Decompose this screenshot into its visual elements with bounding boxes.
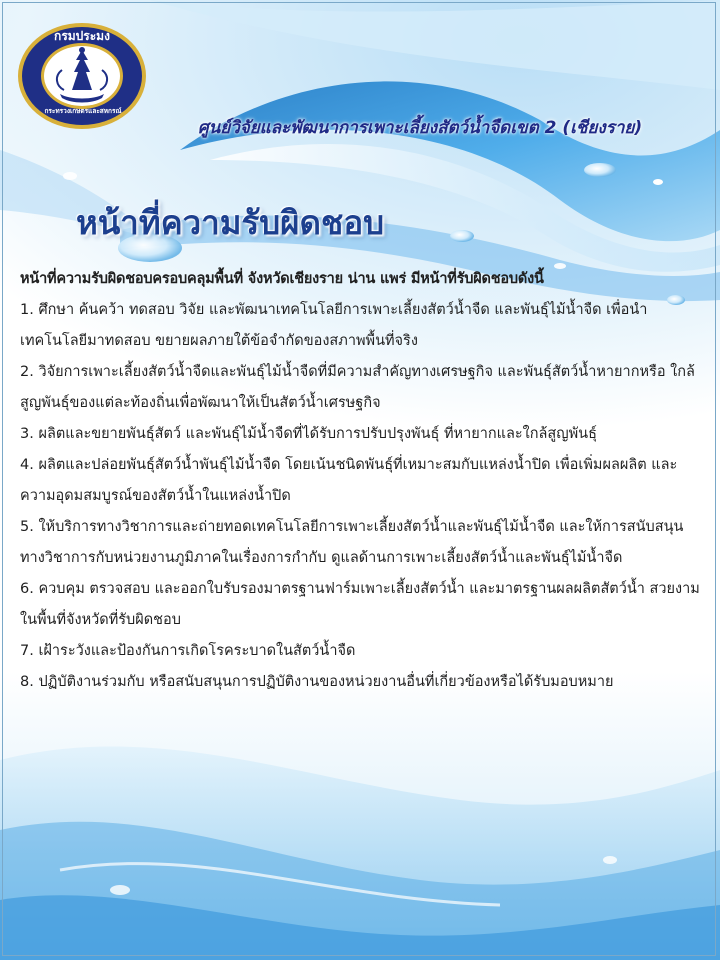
page-title: หน้าที่ความรับผิดชอบ [76, 203, 385, 242]
duty-item: 1. ศึกษา ค้นคว้า ทดสอบ วิจัย และพัฒนาเทคโนโลยีการเพาะเลี้ยงสัตว์น้ำจืด และพันธุ์ไม้น้ำจืด เพื่อนำเทคโนโลยีมาทดสอบ ขยายผลภายใต้ข้อจำกัดของสภาพพื้นที่จริง [20, 302, 648, 349]
research-center-name: ศูนย์วิจัยและพัฒนาการเพาะเลี้ยงสัตว์น้ำจืดเขต 2 (เชียงราย) [197, 118, 643, 138]
responsibilities-content [20, 264, 704, 698]
duty-item: 5. ให้บริการทางวิชาการและถ่ายทอดเทคโนโลยีการเพาะเลี้ยงสัตว์น้ำและพันธุ์ไม้น้ำจืด และให้การสนับสนุนทางวิชาการกับหน่วยงานภูมิภาคในเรื่องการกำกับ ดูแลด้านการเพาะเลี้ยงสัตว์น้ำและพันธุ์ไม้น้ำจืด [20, 519, 684, 566]
duty-item: 8. ปฏิบัติงานร่วมกับ หรือสนับสนุนการปฏิบัติงานของหน่วยงานอื่นที่เกี่ยวข้องหรือได้รับมอบหมาย [20, 674, 614, 690]
responsibilities-intro: หน้าที่ความรับผิดชอบครอบคลุมพื้นที่ จังหวัดเชียงราย น่าน แพร่ มีหน้าที่รับผิดชอบดังนี้ [20, 271, 544, 287]
duty-item: 2. วิจัยการเพาะเลี้ยงสัตว์น้ำจืดและพันธุ์ไม้น้ำจืดที่มีความสำคัญทางเศรษฐกิจ และพันธุ์สัตว์น้ำหายากหรือ ใกล้สูญพันธุ์ของแต่ละท้องถิ่นเพื่อพัฒนาให้เป็นสัตว์น้ำเศรษฐกิจ [20, 364, 695, 411]
duty-item: 6. ควบคุม ตรวจสอบ และออกใบรับรองมาตรฐานฟาร์มเพาะเลี้ยงสัตว์น้ำ และมาตรฐานผลผลิตสัตว์น้ำ สวยงาม ในพื้นที่จังหวัดที่รับผิดชอบ [20, 581, 700, 628]
duty-item: 4. ผลิตและปล่อยพันธุ์สัตว์น้ำพันธุ์ไม้น้ำจืด โดยเน้นชนิดพันธุ์ที่เหมาะสมกับแหล่งน้ำปิด เพื่อเพิ่มผลผลิต และความอุดมสมบูรณ์ของสัตว์น้ำในแหล่งน้ำปิด [20, 457, 678, 504]
emblem-bottom-text: กระทรวงเกษตรและสหกรณ์ [44, 107, 122, 115]
emblem-top-text: กรมประมง [54, 29, 110, 43]
duty-item: 7. เฝ้าระวังและป้องกันการเกิดโรคระบาดในสัตว์น้ำจืด [20, 643, 356, 659]
duty-item: 3. ผลิตและขยายพันธุ์สัตว์ และพันธุ์ไม้น้ำจืดที่ได้รับการปรับปรุงพันธุ์ ที่หายากและใกล้สูญพันธุ์ [20, 426, 597, 442]
